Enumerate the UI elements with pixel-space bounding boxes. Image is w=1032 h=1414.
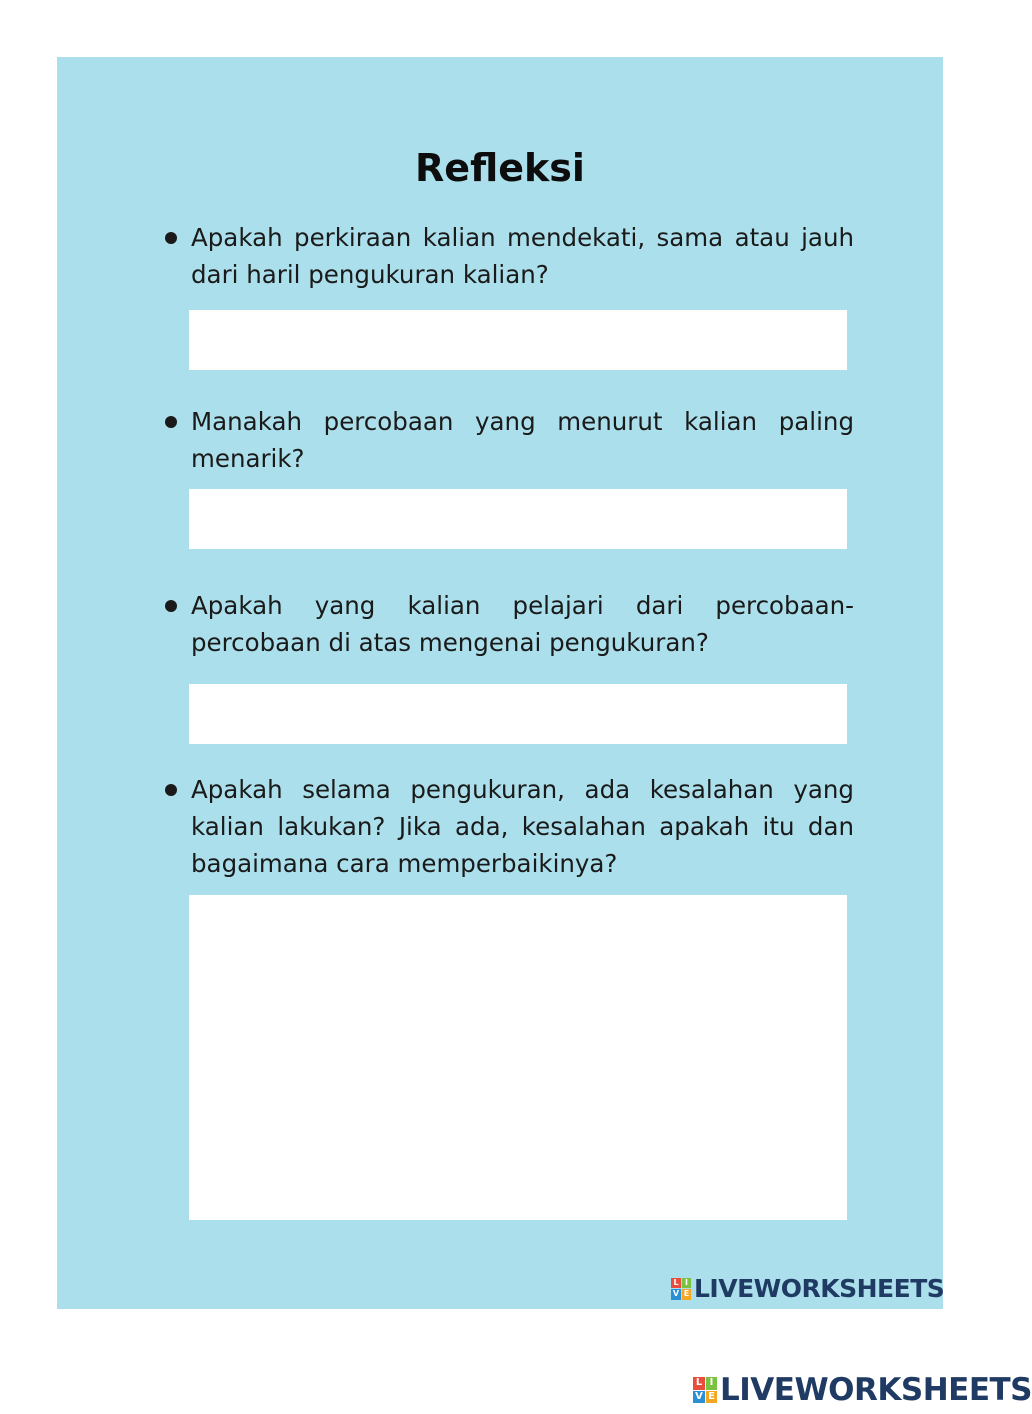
answer-field-1[interactable] (189, 310, 847, 370)
logo-letter-i: I (682, 1278, 692, 1289)
bullet-icon (165, 600, 177, 612)
logo-letter-l: L (693, 1377, 705, 1390)
logo-letter-l: L (671, 1278, 681, 1289)
liveworksheets-logo (671, 1274, 944, 1303)
question-4: Apakah selama pengukuran, ada kesalahan yang kalian lakukan? Jika ada, kesalahan apakah itu dan bagaimana cara memperbaikinya? (191, 775, 854, 878)
bullet-icon (165, 784, 177, 796)
bullet-icon (165, 416, 177, 428)
logo-letter-v: V (672, 1289, 679, 1298)
logo-letter-v: V (693, 1391, 705, 1404)
liveworksheets-footer-label: LIVEWORKSHEETS (720, 1372, 1032, 1408)
logo-letter-e: E (706, 1391, 718, 1404)
question-3: Apakah yang kalian pelajari dari percobaan-percobaan di atas mengenai pengukuran? (191, 591, 854, 657)
liveworksheets-footer-logo (693, 1372, 1032, 1408)
logo-letter-i: I (706, 1377, 718, 1390)
answer-field-3[interactable] (189, 684, 847, 744)
answer-field-4[interactable] (189, 895, 847, 1220)
liveworksheets-logo-icon (693, 1377, 717, 1403)
logo-letter-e: E (682, 1289, 692, 1300)
question-2: Manakah percobaan yang menurut kalian paling menarik? (191, 407, 854, 473)
liveworksheets-logo-icon (671, 1278, 691, 1300)
bullet-icon (165, 232, 177, 244)
liveworksheets-label: LIVEWORKSHEETS (694, 1274, 945, 1303)
answer-field-2[interactable] (189, 489, 847, 549)
question-1: Apakah perkiraan kalian mendekati, sama atau jauh dari haril pengukuran kalian? (191, 223, 854, 289)
page-title: Refleksi (415, 146, 585, 190)
